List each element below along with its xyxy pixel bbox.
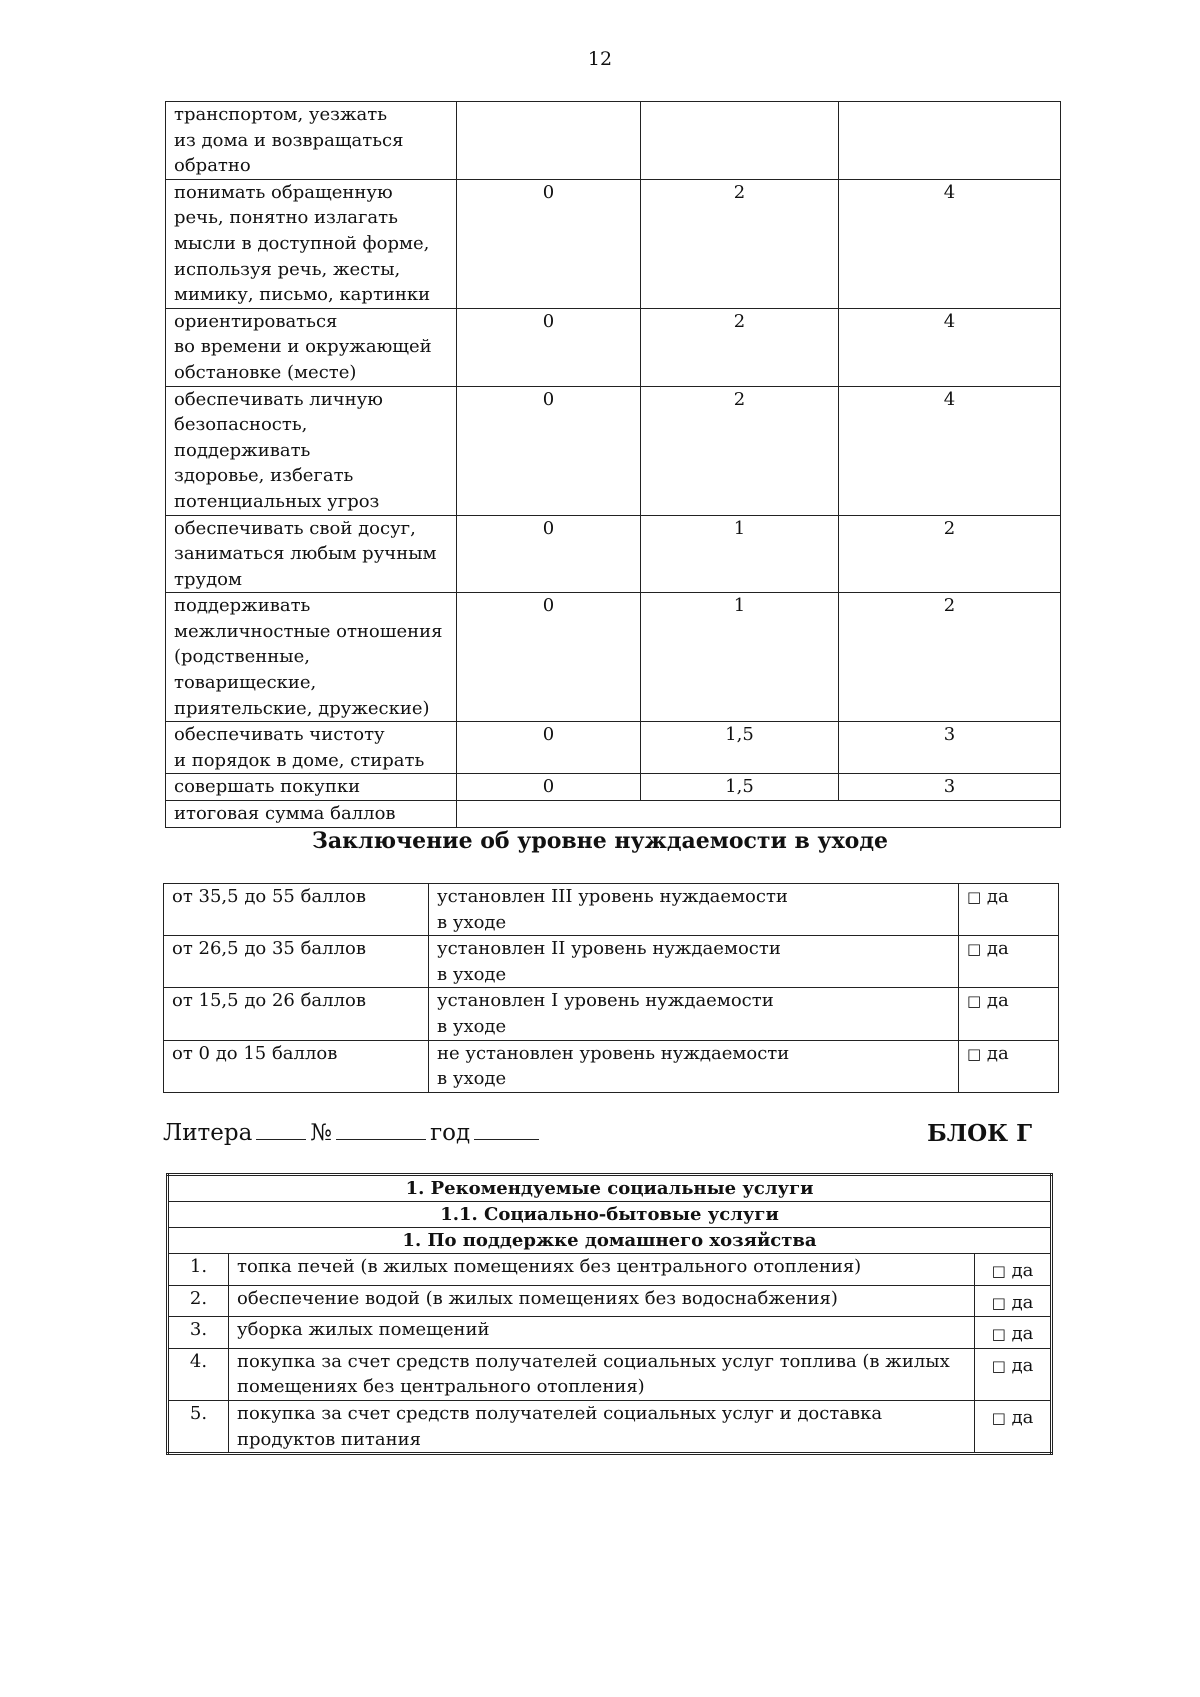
checkbox-label: да <box>1011 1291 1034 1313</box>
litera-field[interactable] <box>256 1121 306 1140</box>
score-cell: 0 <box>457 515 641 593</box>
page-number: 12 <box>587 48 613 70</box>
conclusion-title: Заключение об уровне нуждаемости в уходе <box>311 828 889 854</box>
service-number: 1. <box>168 1254 229 1286</box>
service-text: обеспечение водой (в жилых помещениях без водоснабжения) <box>229 1285 975 1317</box>
number-label: № <box>310 1120 333 1146</box>
conclusion-row <box>164 1040 1059 1092</box>
service-text: покупка за счет средств получателей социальных услуг топлива (в жилых помещениях без центрального отопления) <box>229 1348 975 1400</box>
service-text: топка печей (в жилых помещениях без центрального отопления) <box>229 1254 975 1286</box>
table-row <box>166 102 1061 180</box>
scores-table <box>165 101 1061 828</box>
conclusion-row <box>164 884 1059 936</box>
checkbox-icon[interactable]: □ <box>967 888 982 906</box>
block-label: БЛОК Г <box>927 1120 1032 1147</box>
score-cell: 1,5 <box>641 722 839 774</box>
service-number: 5. <box>168 1400 229 1453</box>
score-cell: 0 <box>457 386 641 515</box>
conclusion-row <box>164 988 1059 1040</box>
checkbox-icon[interactable]: □ <box>967 992 982 1011</box>
service-number: 3. <box>168 1317 229 1349</box>
table-row <box>166 722 1061 774</box>
total-value[interactable] <box>457 801 1061 828</box>
yes-checkbox[interactable] <box>975 1317 1052 1349</box>
row-label: обеспечивать чистоту и порядок в доме, стирать <box>166 722 457 774</box>
score-cell: 0 <box>457 308 641 386</box>
checkbox-label: да <box>986 1042 1009 1064</box>
score-cell: 4 <box>839 308 1061 386</box>
score-range: от 26,5 до 35 баллов <box>164 936 429 988</box>
checkbox-label: да <box>986 990 1009 1012</box>
score-cell: 2 <box>839 515 1061 593</box>
row-label: поддерживать межличностные отношения (родственные, товарищеские, приятельские, дружеские) <box>166 593 457 722</box>
total-label: итоговая сумма баллов <box>166 801 457 828</box>
level-text: не установлен уровень нуждаемости в уходе <box>429 1040 959 1092</box>
yes-checkbox[interactable] <box>975 1285 1052 1317</box>
year-field[interactable] <box>474 1121 539 1140</box>
score-range: от 0 до 15 баллов <box>164 1040 429 1092</box>
score-cell: 1 <box>641 515 839 593</box>
yes-checkbox[interactable] <box>975 1348 1052 1400</box>
row-label: совершать покупки <box>166 774 457 801</box>
score-cell: 2 <box>641 308 839 386</box>
table-row <box>166 774 1061 801</box>
level-text: установлен III уровень нуждаемости в уходе <box>429 884 959 936</box>
checkbox-label: да <box>1011 1406 1034 1428</box>
conclusion-row <box>164 936 1059 988</box>
score-cell: 1 <box>641 593 839 722</box>
row-label: ориентироваться во времени и окружающей обстановке (месте) <box>166 308 457 386</box>
table-row <box>166 386 1061 515</box>
service-text: уборка жилых помещений <box>229 1317 975 1349</box>
table-row <box>166 179 1061 308</box>
checkbox-icon[interactable]: □ <box>991 1325 1006 1344</box>
checkbox-label: да <box>1011 1323 1034 1345</box>
checkbox-icon[interactable]: □ <box>991 1293 1006 1312</box>
table-row <box>166 515 1061 593</box>
score-range: от 15,5 до 26 баллов <box>164 988 429 1040</box>
service-row <box>168 1254 1052 1286</box>
conclusion-table <box>163 883 1059 1093</box>
litera-label: Литера <box>163 1120 253 1146</box>
checkbox-icon[interactable]: □ <box>991 1356 1006 1375</box>
score-cell: 2 <box>641 386 839 515</box>
yes-checkbox[interactable] <box>959 1040 1059 1092</box>
yes-checkbox[interactable] <box>959 988 1059 1040</box>
service-row <box>168 1317 1052 1349</box>
services-subheading: 1.1. Социально-бытовые услуги <box>168 1202 1052 1228</box>
score-cell: 4 <box>839 386 1061 515</box>
checkbox-icon[interactable]: □ <box>967 940 982 959</box>
score-cell <box>839 102 1061 180</box>
row-label: обеспечивать свой досуг, заниматься любым ручным трудом <box>166 515 457 593</box>
checkbox-label: да <box>986 938 1009 960</box>
checkbox-icon[interactable]: □ <box>991 1262 1006 1280</box>
service-text: покупка за счет средств получателей социальных услуг и доставка продуктов питания <box>229 1400 975 1453</box>
score-cell: 4 <box>839 179 1061 308</box>
services-heading: 1. Рекомендуемые социальные услуги <box>168 1175 1052 1202</box>
total-row <box>166 801 1061 828</box>
score-cell: 3 <box>839 722 1061 774</box>
litera-line <box>163 1120 543 1146</box>
yes-checkbox[interactable] <box>975 1254 1052 1286</box>
score-cell: 0 <box>457 179 641 308</box>
score-cell: 2 <box>839 593 1061 722</box>
score-cell <box>641 102 839 180</box>
service-row <box>168 1400 1052 1453</box>
score-cell: 3 <box>839 774 1061 801</box>
services-table <box>166 1173 1053 1455</box>
level-text: установлен I уровень нуждаемости в уходе <box>429 988 959 1040</box>
score-cell: 0 <box>457 774 641 801</box>
table-row <box>166 308 1061 386</box>
score-range: от 35,5 до 55 баллов <box>164 884 429 936</box>
score-cell <box>457 102 641 180</box>
score-cell: 1,5 <box>641 774 839 801</box>
yes-checkbox[interactable] <box>959 884 1059 936</box>
score-cell: 0 <box>457 722 641 774</box>
yes-checkbox[interactable] <box>959 936 1059 988</box>
row-label: понимать обращенную речь, понятно излагать мысли в доступной форме, используя речь, жесты, мимику, письмо, картинки <box>166 179 457 308</box>
checkbox-label: да <box>1011 1260 1034 1281</box>
checkbox-label: да <box>1011 1354 1034 1376</box>
table-row <box>166 593 1061 722</box>
number-field[interactable] <box>336 1121 426 1140</box>
service-number: 4. <box>168 1348 229 1400</box>
year-label: год <box>430 1120 471 1146</box>
yes-checkbox[interactable] <box>975 1400 1052 1453</box>
level-text: установлен II уровень нуждаемости в уходе <box>429 936 959 988</box>
service-row <box>168 1348 1052 1400</box>
score-cell: 0 <box>457 593 641 722</box>
service-number: 2. <box>168 1285 229 1317</box>
row-label: транспортом, уезжать из дома и возвращаться обратно <box>166 102 457 180</box>
checkbox-label: да <box>986 886 1009 907</box>
checkbox-icon[interactable]: □ <box>991 1408 1006 1427</box>
row-label: обеспечивать личную безопасность, поддерживать здоровье, избегать потенциальных угроз <box>166 386 457 515</box>
checkbox-icon[interactable]: □ <box>967 1044 982 1063</box>
services-section-heading: 1. По поддержке домашнего хозяйства <box>168 1228 1052 1254</box>
service-row <box>168 1285 1052 1317</box>
score-cell: 2 <box>641 179 839 308</box>
